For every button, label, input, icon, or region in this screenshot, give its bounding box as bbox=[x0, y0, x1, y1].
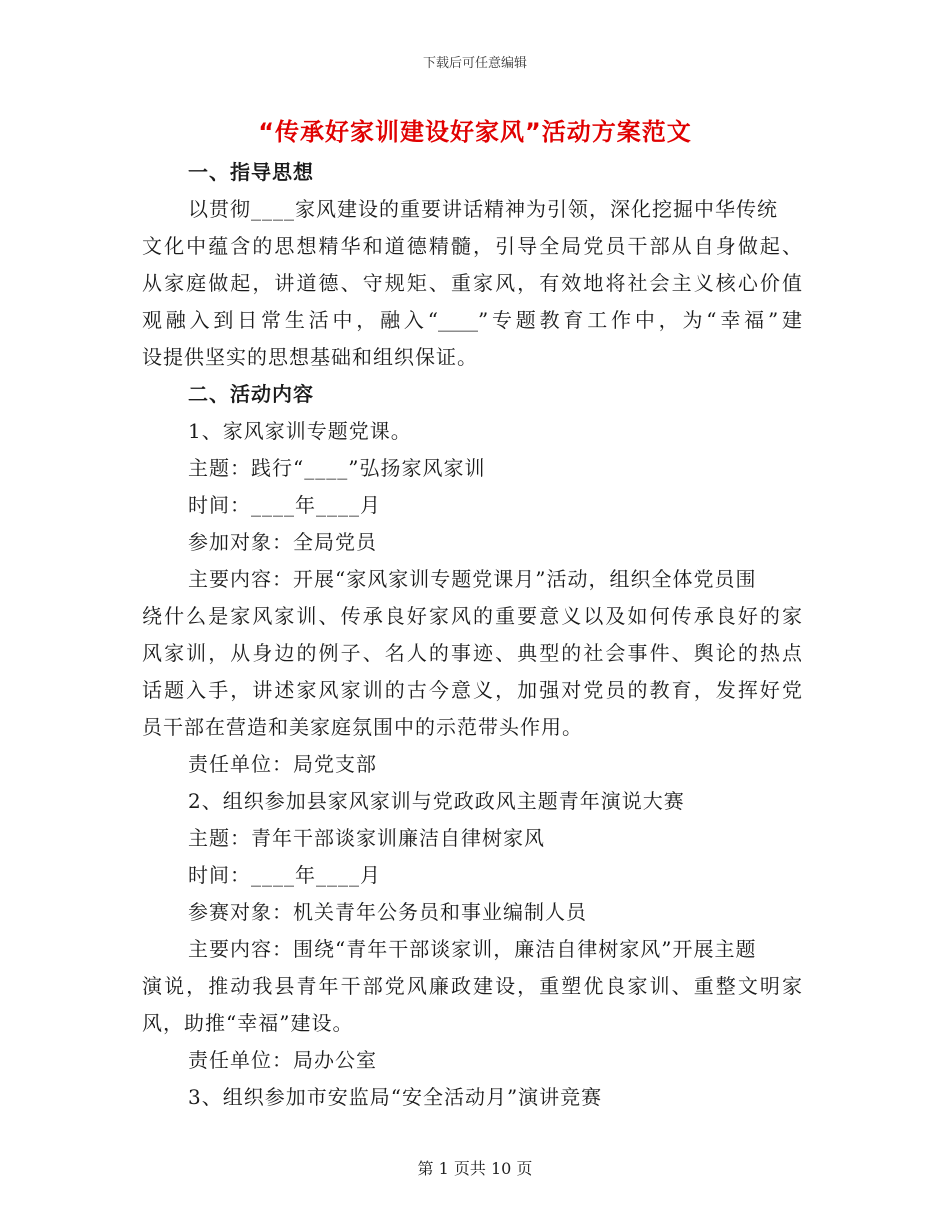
paragraph-text: 文化中蕴含的思想精华和道德精髓，引导全局党员干部从自身做起、 bbox=[142, 234, 802, 258]
paragraph-line: 以贯彻____家风建设的重要讲话精神为引领，深化挖掘中华传统 bbox=[188, 197, 778, 221]
paragraph-text: 观融入到日常生活中，融入“____”专题教育工作中，为“幸福”建 bbox=[142, 308, 802, 332]
section-heading: 二、活动内容 bbox=[188, 382, 314, 406]
document-title: “传承好家训建设好家风”活动方案范文 bbox=[258, 118, 692, 146]
item-line: 时间：____年____月 bbox=[188, 493, 381, 517]
paragraph-text: 绕什么是家风家训、传承良好家风的重要意义以及如何传承良好的家 bbox=[142, 604, 802, 628]
paragraph-line bbox=[142, 598, 802, 635]
item-line: 时间：____年____月 bbox=[188, 863, 381, 887]
item-line: 主题：青年干部谈家训廉洁自律树家风 bbox=[188, 826, 545, 850]
item-line: 3、组织参加市安监局“安全活动月”演讲竞赛 bbox=[188, 1085, 603, 1109]
paragraph-text: 话题入手，讲述家风家训的古今意义，加强对党员的教育，发挥好党 bbox=[142, 678, 802, 702]
paragraph-line bbox=[142, 228, 802, 265]
item-line: 参加对象：全局党员 bbox=[188, 530, 377, 554]
item-line: 2、组织参加县家风家训与党政政风主题青年演说大赛 bbox=[188, 789, 685, 813]
paragraph-line bbox=[142, 635, 802, 672]
paragraph-line bbox=[142, 968, 802, 1005]
item-line: 责任单位：局办公室 bbox=[188, 1048, 377, 1072]
item-line: 主题：践行“____”弘扬家风家训 bbox=[188, 456, 486, 480]
paragraph-text: 风家训，从身边的例子、名人的事迹、典型的社会事件、舆论的热点 bbox=[142, 641, 802, 665]
paragraph-line bbox=[142, 672, 802, 709]
paragraph-line: 员干部在营造和美家庭氛围中的示范带头作用。 bbox=[142, 715, 583, 739]
paragraph-text: 从家庭做起，讲道德、守规矩、重家风，有效地将社会主义核心价值 bbox=[142, 271, 802, 295]
paragraph-line: 主要内容：开展“家风家训专题党课月”活动，组织全体党员围 bbox=[188, 567, 757, 591]
header-note: 下载后可任意编辑 bbox=[422, 56, 527, 71]
paragraph-line: 设提供坚实的思想基础和组织保证。 bbox=[142, 345, 478, 369]
item-line: 责任单位：局党支部 bbox=[188, 752, 377, 776]
page-footer: 第 1 页共 10 页 bbox=[417, 1159, 533, 1178]
paragraph-text: 演说，推动我县青年干部党风廉政建设，重塑优良家训、重整文明家 bbox=[142, 974, 802, 998]
paragraph-line: 风，助推“幸福”建设。 bbox=[142, 1011, 354, 1035]
item-line: 1、家风家训专题党课。 bbox=[188, 419, 412, 443]
paragraph-line bbox=[142, 302, 802, 339]
paragraph-line bbox=[142, 265, 802, 302]
paragraph-line: 主要内容：围绕“青年干部谈家训，廉洁自律树家风”开展主题 bbox=[188, 937, 757, 961]
section-heading: 一、指导思想 bbox=[188, 160, 314, 184]
item-line: 参赛对象：机关青年公务员和事业编制人员 bbox=[188, 900, 587, 924]
document-body bbox=[142, 154, 802, 1116]
